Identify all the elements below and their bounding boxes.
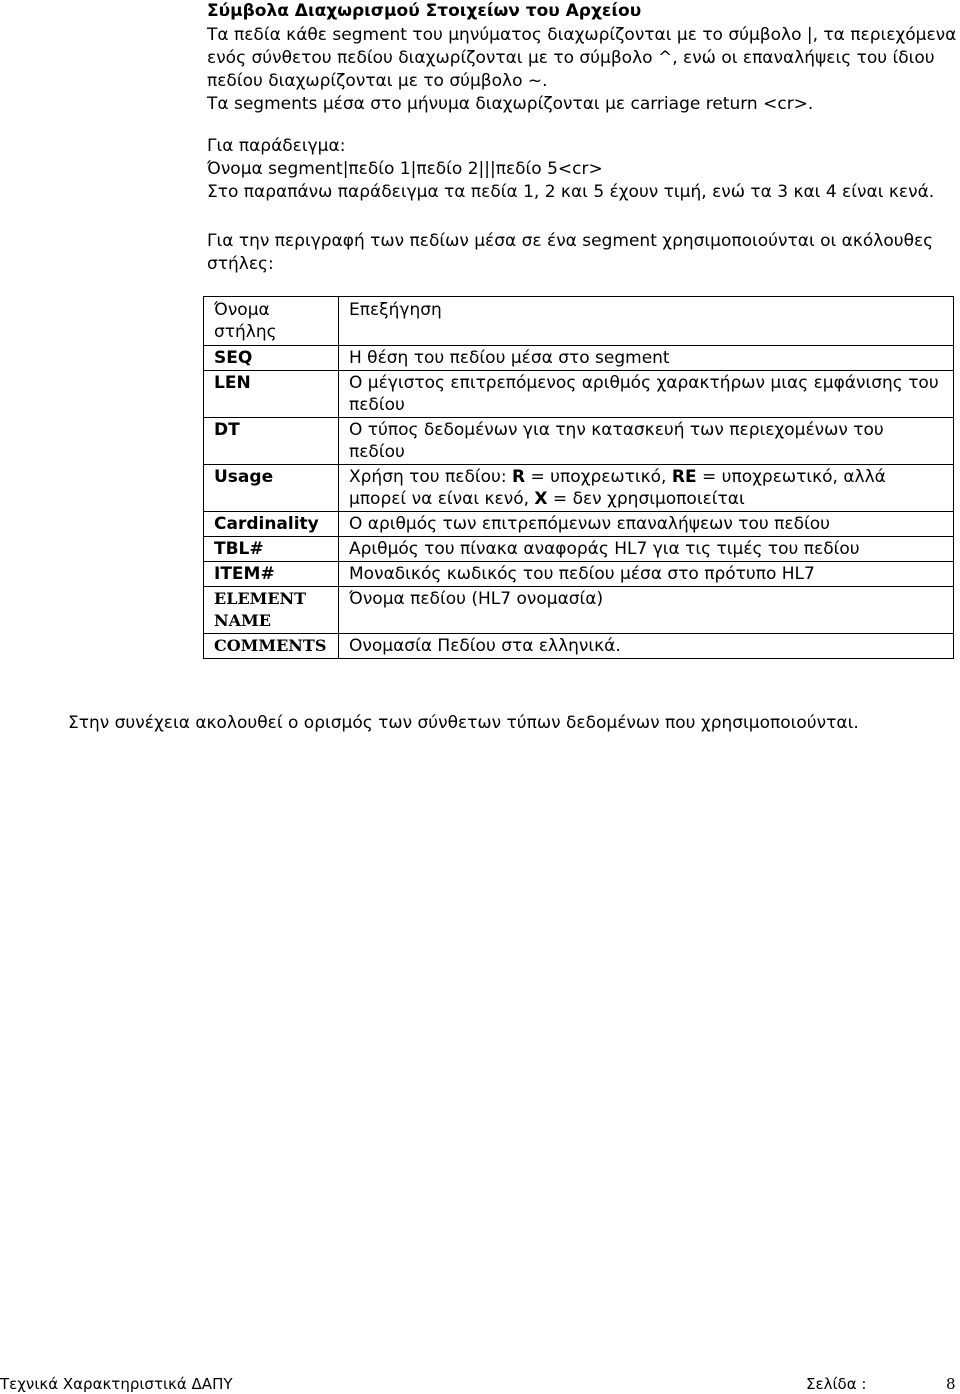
intro-line: πεδίου διαχωρίζονται με το σύμβολο ~. — [207, 71, 548, 91]
table-row — [204, 587, 954, 634]
row-name: LEN — [204, 371, 339, 418]
footer-page-label: Σελίδα : — [806, 1375, 867, 1393]
example-line: Όνομα segment|πεδίο 1|πεδίο 2|||πεδίο 5<cr> — [207, 159, 603, 179]
row-desc: Ονομασία Πεδίου στα ελληνικά. — [339, 634, 954, 659]
row-name: ITEM# — [204, 562, 339, 587]
section-heading: Σύμβολα Διαχωρισμού Στοιχείων του Αρχείου — [207, 1, 642, 21]
table-row — [204, 465, 954, 512]
table-row — [204, 346, 954, 371]
example-line: Στο παραπάνω παράδειγμα τα πεδία 1, 2 και 5 έχουν τιμή, ενώ τα 3 και 4 είναι κενά. — [207, 182, 935, 202]
footer-page-number: 8 — [946, 1375, 956, 1393]
table-row — [204, 418, 954, 465]
closing-text: Στην συνέχεια ακολουθεί ο ορισμός των σύνθετων τύπων δεδομένων που χρησιμοποιούνται. — [68, 713, 859, 733]
table-header-row — [204, 297, 954, 346]
columns-intro-text: Για την περιγραφή των πεδίων μέσα σε ένα segment χρησιμοποιούνται οι ακόλουθες στήλες: — [207, 231, 934, 274]
example-line: Για παράδειγμα: — [207, 136, 346, 156]
usage-code-x: X — [534, 489, 548, 509]
example-block — [207, 135, 947, 204]
row-desc: Αριθμός του πίνακα αναφοράς HL7 για τις τιμές του πεδίου — [339, 537, 954, 562]
row-name: Cardinality — [204, 512, 339, 537]
header-column-name: Όνομα στήλης — [204, 297, 339, 346]
usage-text: = υποχρεωτικό, — [525, 467, 672, 487]
intro-line: Τα πεδία κάθε segment του μηνύματος διαχωρίζονται με το σύμβολο |, τα περιεχόμενα — [207, 25, 957, 45]
row-desc: Ο αριθμός των επιτρεπόμενων επαναλήψεων του πεδίου — [339, 512, 954, 537]
intro-line: ενός σύνθετου πεδίου διαχωρίζονται με το σύμβολο ^, ενώ οι επαναλήψεις του ίδιου — [207, 48, 935, 68]
table-row — [204, 537, 954, 562]
row-desc: Ο μέγιστος επιτρεπόμενος αριθμός χαρακτήρων μιας εμφάνισης του πεδίου — [339, 371, 954, 418]
usage-text: = υποχρεωτικό, αλλά μπορεί να είναι κενό, — [349, 467, 886, 509]
row-name: TBL# — [204, 537, 339, 562]
field-columns-table — [203, 296, 954, 659]
row-name: COMMENTS — [204, 634, 339, 659]
footer-title: Τεχνικά Χαρακτηριστικά ΔΑΠΥ — [0, 1375, 233, 1393]
header-column-desc: Επεξήγηση — [339, 297, 954, 346]
usage-text: = δεν χρησιμοποιείται — [547, 489, 745, 509]
row-name: Usage — [204, 465, 339, 512]
intro-line: Τα segments μέσα στο μήνυμα διαχωρίζονται με carriage return <cr>. — [207, 94, 814, 114]
columns-intro — [207, 230, 947, 276]
table-row — [204, 371, 954, 418]
usage-code-r: R — [512, 467, 526, 487]
row-name: ELEMENT NAME — [204, 587, 339, 634]
row-desc: Η θέση του πεδίου μέσα στο segment — [339, 346, 954, 371]
row-desc: Όνομα πεδίου (HL7 ονομασία) — [339, 587, 954, 634]
row-name: SEQ — [204, 346, 339, 371]
usage-text: Χρήση του πεδίου: — [349, 467, 512, 487]
row-desc — [339, 465, 954, 512]
usage-code-re: RE — [671, 467, 697, 487]
table-row — [204, 634, 954, 659]
row-desc: Μοναδικός κωδικός του πεδίου μέσα στο πρότυπο HL7 — [339, 562, 954, 587]
separator-description — [207, 24, 957, 116]
table-row — [204, 512, 954, 537]
row-name: DT — [204, 418, 339, 465]
row-desc: Ο τύπος δεδομένων για την κατασκευή των περιεχομένων του πεδίου — [339, 418, 954, 465]
table-row — [204, 562, 954, 587]
